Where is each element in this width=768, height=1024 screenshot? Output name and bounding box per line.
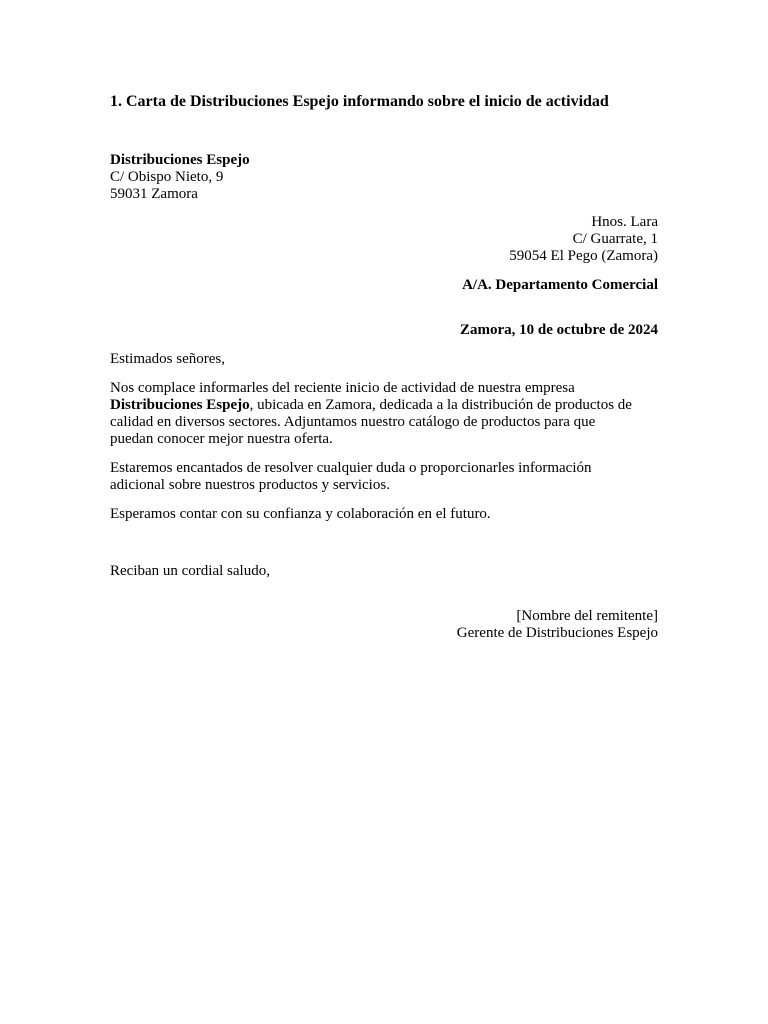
greeting: Estimados señores, — [110, 351, 225, 367]
paragraph-1-line-2 — [110, 397, 658, 414]
paragraph-1-line-4: puedan conocer mejor nuestra oferta. — [110, 431, 333, 447]
recipient-name: Hnos. Lara — [591, 214, 658, 230]
attention-line: A/A. Departamento Comercial — [462, 277, 658, 293]
signature-block — [110, 608, 658, 642]
body-paragraph-1 — [110, 380, 658, 448]
letter-date: Zamora, 10 de octubre de 2024 — [459, 322, 658, 338]
body-paragraph-3: Esperamos contar con su confianza y colaboración en el futuro. — [110, 506, 491, 522]
sender-street: C/ Obispo Nieto, 9 — [110, 169, 224, 185]
sender-address — [110, 152, 658, 203]
sender-city: 59031 Zamora — [110, 186, 198, 202]
paragraph-1-line-2-rest: , ubicada en Zamora, dedicada a la distribución de productos de — [249, 397, 632, 413]
closing-line: Reciban un cordial saludo, — [110, 563, 270, 579]
company-name-bold: Distribuciones Espejo — [110, 397, 250, 413]
signature-role: Gerente de Distribuciones Espejo — [456, 625, 658, 641]
signature-name: [Nombre del remitente] — [516, 608, 658, 624]
recipient-address — [110, 214, 658, 265]
paragraph-1-line-1: Nos complace informarles del reciente inicio de actividad de nuestra empresa — [110, 380, 575, 396]
paragraph-2-line-2: adicional sobre nuestros productos y servicios. — [110, 477, 390, 493]
letter-title: 1. Carta de Distribuciones Espejo informando sobre el inicio de actividad — [110, 93, 609, 110]
sender-name: Distribuciones Espejo — [110, 152, 250, 168]
recipient-street: C/ Guarrate, 1 — [572, 231, 658, 247]
body-paragraph-2 — [110, 460, 658, 494]
paragraph-2-line-1: Estaremos encantados de resolver cualquier duda o proporcionarles información — [110, 460, 592, 476]
paragraph-1-line-3: calidad en diversos sectores. Adjuntamos nuestro catálogo de productos para que — [110, 414, 596, 430]
recipient-city: 59054 El Pego (Zamora) — [509, 248, 658, 264]
